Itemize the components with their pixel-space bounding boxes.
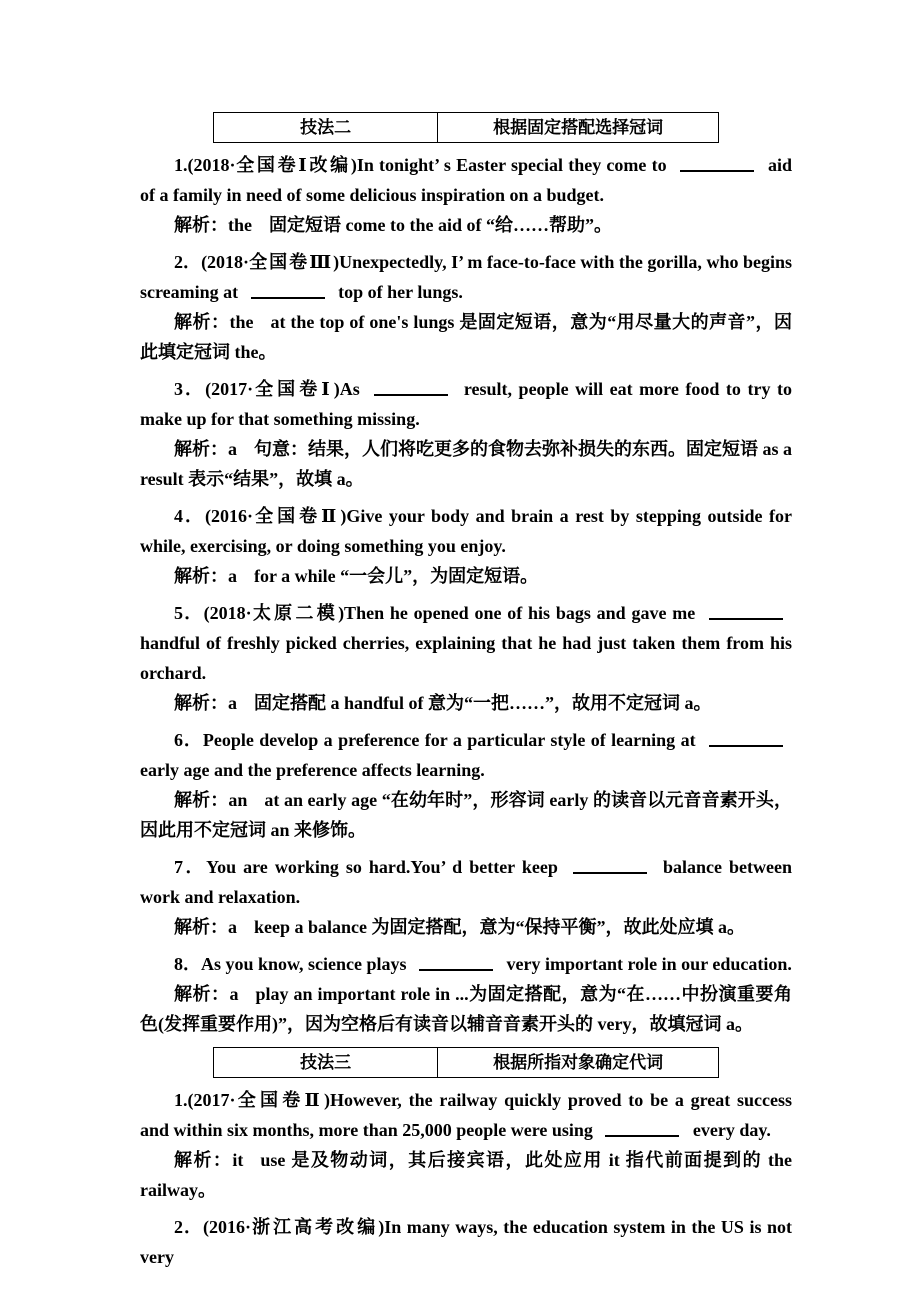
text-run: at the top of one's lungs 是固定短语，意为“用尽量大的声音”，因此填定冠词 the。 [140,312,792,362]
analysis-paragraph [140,688,792,718]
text-run: 固定短语 come to the aid of “给……帮助”。 [269,215,612,235]
blank-underline [605,1132,679,1137]
analysis-label: 解析： [174,1150,233,1170]
answer-text: a [228,566,237,586]
question-paragraph [140,1212,792,1272]
blank-underline [709,742,783,747]
text-run: )Unexpectedly, I’ m face-to-face with the gorilla, who begins screaming at [140,252,793,302]
question-paragraph [140,852,792,912]
answer-text: a [228,439,237,459]
text-run: for a while “一会儿”，为固定短语。 [254,566,539,586]
text-run: top of her lungs. [333,282,463,302]
text-run: early age and the preference affects learning. [140,760,485,780]
text-run: every day. [688,1120,771,1140]
text-run: )Give your body and brain a rest by stepping outside for while, exercising, or doing something you enjoy. [140,506,792,556]
blank-underline [251,294,325,299]
text-run: very important role in our education. [502,954,792,974]
exercise-item [140,852,792,942]
exercise-item [140,1212,792,1272]
analysis-paragraph [140,1145,792,1205]
analysis-paragraph [140,979,792,1039]
exam-source-text: 全国卷Ⅱ [235,1090,324,1110]
blank-underline [374,391,448,396]
analysis-paragraph [140,434,792,494]
answer-text: it [232,1150,244,1170]
document-content [140,104,792,1272]
question-paragraph [140,949,792,979]
answer-text: an [228,790,248,810]
text-run: 句意：结果，人们将吃更多的食物去弥补损失的东西。固定短语 as a result 表示“结果”，故填 a。 [140,439,793,489]
exam-source-text: 全国卷Ⅱ [253,506,341,526]
exercise-item [140,150,792,240]
technique-title-cell: 根据固定搭配选择冠词 [493,118,664,137]
answer-text: a [229,984,239,1004]
analysis-label: 解析： [174,312,230,332]
exercise-item [140,949,792,1039]
technique-title-cell: 根据所指对象确定代词 [493,1053,664,1072]
question-paragraph [140,501,792,561]
text-run: )However, the railway quickly proved to be a great success and within six months, more than 25,000 people were using [140,1090,792,1140]
analysis-paragraph [140,210,792,240]
analysis-paragraph [140,785,792,845]
exercise-item [140,374,792,494]
text-run: 2．(2018· [174,252,250,272]
exercise-item [140,501,792,591]
exercise-item [140,1085,792,1205]
question-paragraph [140,1085,792,1145]
answer-text: the [228,215,252,235]
technique-header-table [213,112,719,143]
text-run: 4．(2016· [174,506,254,526]
answer-text: the [229,312,254,332]
text-run: keep a balance 为固定搭配，意为“保持平衡”，故此处应填 a。 [254,917,745,937]
exercise-item [140,247,792,367]
blank-underline [709,615,783,620]
text-run: 1.(2017· [174,1090,236,1110]
text-run: )Then he opened one of his bags and gave me [338,603,702,623]
analysis-paragraph [140,307,792,367]
analysis-label: 解析： [174,984,230,1004]
exam-source-text: 全国卷Ⅲ [249,252,334,272]
text-run: handful of freshly picked cherries, explaining that he had just taken them from his orchard. [140,633,792,683]
text-run: 2．(2016· [174,1217,252,1237]
text-run: )In many ways, the education system in the US is not very [140,1217,792,1267]
text-run: 6．People develop a preference for a particular style of learning at [174,730,701,750]
text-run: 1.(2018· [174,155,236,175]
analysis-label: 解析： [174,566,228,586]
text-run: 7．You are working so hard.You’ d better keep [174,857,565,877]
answer-text: a [228,693,237,713]
exam-source-text: 浙江高考改编 [251,1217,379,1237]
analysis-label: 解析： [174,790,229,810]
question-paragraph [140,150,792,210]
exam-source-text: 全国卷Ⅰ改编 [235,155,351,175]
analysis-paragraph [140,912,792,942]
answer-text: a [228,917,237,937]
text-run: )In tonight’ s Easter special they come to [350,155,672,175]
question-paragraph [140,598,792,688]
text-run: 8．As you know, science plays [174,954,412,974]
exercise-item [140,725,792,845]
technique-label-cell: 技法二 [214,113,438,142]
analysis-paragraph [140,561,792,591]
analysis-label: 解析： [174,693,228,713]
analysis-label: 解析： [174,917,228,937]
text-run: use 是及物动词，其后接宾语，此处应用 it 指代前面提到的 the railway。 [140,1150,792,1200]
analysis-label: 解析： [174,439,228,459]
text-run: 5．(2018· [174,603,252,623]
technique-header-table [213,1047,719,1078]
exercise-item [140,598,792,718]
exam-source-text: 全国卷Ⅰ [253,379,334,399]
question-paragraph [140,725,792,785]
blank-underline [680,167,754,172]
text-run: balance between work and relaxation. [140,857,793,907]
question-paragraph [140,374,792,434]
technique-label-cell: 技法三 [214,1048,438,1077]
text-run: play an important role in ...为固定搭配，意为“在……中扮演重要角色(发挥重要作用)”，因为空格后有读音以辅音音素开头的 very，故填冠词 a。 [140,984,793,1034]
text-run: aid of a family in need of some delicious inspiration on a budget. [140,155,792,205]
text-run: )As [333,379,367,399]
blank-underline [573,869,647,874]
analysis-label: 解析： [174,215,228,235]
blank-underline [419,966,493,971]
text-run: 3．(2017· [174,379,254,399]
text-run: at an early age “在幼年时”，形容词 early 的读音以元音音素开头，因此用不定冠词 an 来修饰。 [140,790,793,840]
exam-source-text: 太原二模 [251,603,339,623]
text-run: 固定搭配 a handful of 意为“一把……”，故用不定冠词 a。 [254,693,712,713]
question-paragraph [140,247,792,307]
text-run: result, people will eat more food to try to make up for that something missing. [140,379,792,429]
